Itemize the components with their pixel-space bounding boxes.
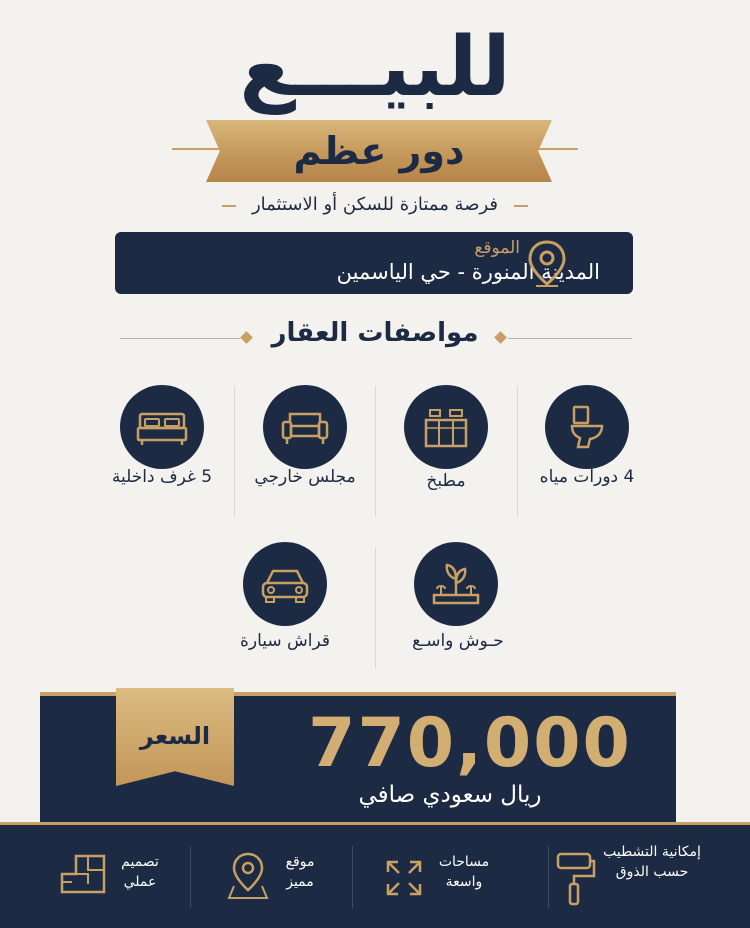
feature-label-majlis: مجلس خارجي — [254, 467, 356, 487]
divider — [352, 846, 353, 908]
subtitle: دور عظم — [293, 129, 465, 173]
feature-label-kitchen: مطبخ — [426, 471, 466, 491]
divider — [234, 386, 235, 516]
price-amount: 770,000 — [308, 704, 632, 783]
feature-label-garage: قراش سيارة — [239, 631, 331, 651]
map-pin-icon — [226, 850, 270, 902]
feature-label-rooms: 5 غرف داخلية — [111, 467, 213, 487]
divider — [190, 846, 191, 908]
location-value: المدينة المنورة - حي الياسمين — [336, 260, 600, 284]
price-currency: ريال سعودي صافي — [358, 782, 542, 808]
paint-roller-icon — [554, 848, 598, 908]
floorplan-icon — [58, 852, 108, 896]
feature-label-toilets: 4 دورات مياه — [539, 467, 635, 487]
specs-line-right — [508, 338, 632, 339]
divider — [548, 846, 549, 908]
location-pin-icon — [522, 238, 572, 290]
divider — [375, 548, 376, 668]
page-title: للبيـــع — [239, 20, 511, 115]
toilet-icon — [545, 385, 629, 469]
bed-icon — [120, 385, 204, 469]
feature-bar-label-design: تصميم عملي — [121, 854, 159, 890]
expand-arrows-icon — [384, 858, 424, 898]
sofa-icon — [263, 385, 347, 469]
divider — [517, 386, 518, 516]
feature-label-yard: حـوش واسـع — [412, 631, 504, 651]
tagline-dash-right — [514, 205, 528, 207]
specs-title: مواصفات العقار — [271, 318, 479, 348]
tagline: فرصة ممتازة للسكن أو الاستثمار — [251, 194, 499, 215]
location-label: الموقع — [474, 238, 520, 258]
price-badge-label: السعر — [139, 722, 211, 750]
feature-bar-label-finishing: إمكانية التشطيب حسب الذوق — [603, 844, 701, 880]
kitchen-icon — [404, 385, 488, 469]
divider — [375, 386, 376, 516]
feature-bar-label-location: موقع مميز — [285, 854, 315, 890]
car-icon — [243, 542, 327, 626]
plant-icon — [414, 542, 498, 626]
feature-bar-label-spaces: مساحات واسعة — [438, 854, 490, 890]
